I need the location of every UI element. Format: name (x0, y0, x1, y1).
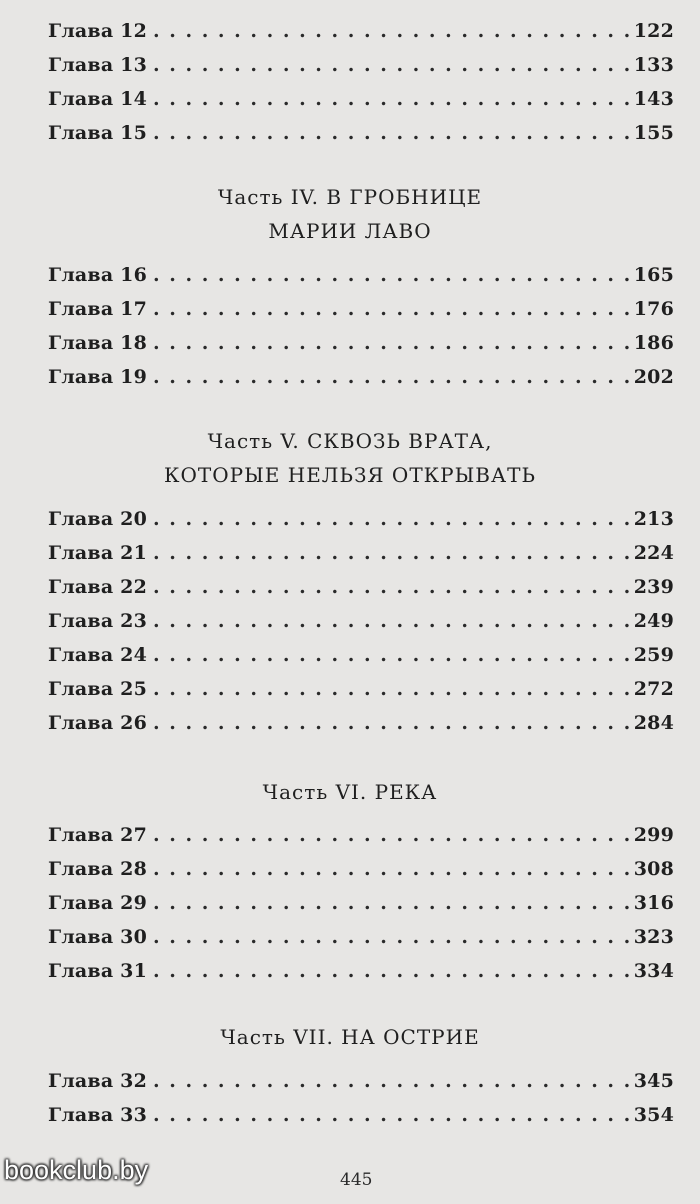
chapter-label: Глава 24 (48, 644, 147, 666)
chapter-page: 323 (633, 926, 674, 948)
leader-dots (153, 1104, 630, 1126)
leader-dots (153, 332, 630, 354)
leader-dots (153, 576, 630, 598)
chapter-page: 155 (633, 122, 674, 144)
chapter-page: 186 (633, 332, 674, 354)
leader-dots (153, 858, 630, 880)
chapter-label: Глава 22 (48, 576, 147, 598)
chapter-label: Глава 18 (48, 332, 147, 354)
chapter-label: Глава 17 (48, 298, 147, 320)
chapter-page: 249 (633, 610, 674, 632)
part-title-line: КОТОРЫЕ НЕЛЬЗЯ ОТКРЫВАТЬ (164, 463, 536, 487)
toc-entry (48, 366, 674, 396)
chapter-label: Глава 12 (48, 20, 147, 42)
chapter-label: Глава 21 (48, 542, 147, 564)
leader-dots (153, 542, 630, 564)
toc-entry (48, 264, 674, 294)
chapter-page: 272 (633, 678, 674, 700)
toc-entry (48, 88, 674, 118)
leader-dots (153, 54, 630, 76)
part-title-line: Часть V. СКВОЗЬ ВРАТА, (207, 429, 493, 453)
leader-dots (153, 122, 630, 144)
part-heading (0, 424, 700, 492)
toc-entry (48, 122, 674, 152)
chapter-page: 334 (633, 960, 674, 982)
chapter-label: Глава 33 (48, 1104, 147, 1126)
part-title-line: Часть VII. НА ОСТРИЕ (220, 1025, 480, 1049)
chapter-label: Глава 28 (48, 858, 147, 880)
chapter-page: 308 (633, 858, 674, 880)
toc-entry (48, 508, 674, 538)
chapter-label: Глава 13 (48, 54, 147, 76)
leader-dots (153, 610, 630, 632)
chapter-page: 165 (633, 264, 674, 286)
chapter-label: Глава 29 (48, 892, 147, 914)
leader-dots (153, 678, 630, 700)
chapter-label: Глава 16 (48, 264, 147, 286)
chapter-label: Глава 25 (48, 678, 147, 700)
leader-dots (153, 1070, 630, 1092)
toc-entry (48, 542, 674, 572)
chapter-page: 176 (633, 298, 674, 320)
toc-entry (48, 858, 674, 888)
toc-entry (48, 824, 674, 854)
leader-dots (153, 20, 630, 42)
leader-dots (153, 508, 630, 530)
leader-dots (153, 88, 630, 110)
chapter-label: Глава 26 (48, 712, 147, 734)
chapter-label: Глава 31 (48, 960, 147, 982)
toc-entry (48, 644, 674, 674)
toc-entry (48, 926, 674, 956)
toc-entry (48, 54, 674, 84)
toc-entry (48, 892, 674, 922)
leader-dots (153, 644, 630, 666)
chapter-page: 224 (633, 542, 674, 564)
chapter-label: Глава 27 (48, 824, 147, 846)
chapter-page: 122 (633, 20, 674, 42)
watermark-logo: bookclub.by (4, 1155, 149, 1185)
chapter-page: 299 (633, 824, 674, 846)
toc-entry (48, 1070, 674, 1100)
chapter-page: 213 (633, 508, 674, 530)
toc-entry (48, 576, 674, 606)
chapter-label: Глава 14 (48, 88, 147, 110)
leader-dots (153, 264, 630, 286)
chapter-page: 133 (633, 54, 674, 76)
chapter-label: Глава 23 (48, 610, 147, 632)
leader-dots (153, 824, 630, 846)
leader-dots (153, 892, 630, 914)
leader-dots (153, 298, 630, 320)
chapter-page: 143 (633, 88, 674, 110)
toc-entry (48, 960, 674, 990)
leader-dots (153, 712, 630, 734)
leader-dots (153, 960, 630, 982)
chapter-label: Глава 15 (48, 122, 147, 144)
toc-entry (48, 20, 674, 50)
part-heading (0, 180, 700, 248)
chapter-label: Глава 30 (48, 926, 147, 948)
page-number: 445 (340, 1170, 373, 1190)
part-title-line: Часть VI. РЕКА (262, 780, 438, 804)
chapter-label: Глава 20 (48, 508, 147, 530)
part-title-line: МАРИИ ЛАВО (268, 219, 432, 243)
chapter-page: 239 (633, 576, 674, 598)
leader-dots (153, 366, 630, 388)
chapter-label: Глава 19 (48, 366, 147, 388)
toc-entry (48, 1104, 674, 1134)
toc-entry (48, 610, 674, 640)
chapter-label: Глава 32 (48, 1070, 147, 1092)
chapter-page: 345 (633, 1070, 674, 1092)
chapter-page: 259 (633, 644, 674, 666)
chapter-page: 284 (633, 712, 674, 734)
toc-entry (48, 332, 674, 362)
chapter-page: 316 (633, 892, 674, 914)
part-heading (0, 1020, 700, 1054)
part-title-line: Часть IV. В ГРОБНИЦЕ (217, 185, 483, 209)
leader-dots (153, 926, 630, 948)
chapter-page: 354 (633, 1104, 674, 1126)
toc-entry (48, 712, 674, 742)
toc-entry (48, 298, 674, 328)
toc-entry (48, 678, 674, 708)
chapter-page: 202 (633, 366, 674, 388)
part-heading (0, 775, 700, 809)
